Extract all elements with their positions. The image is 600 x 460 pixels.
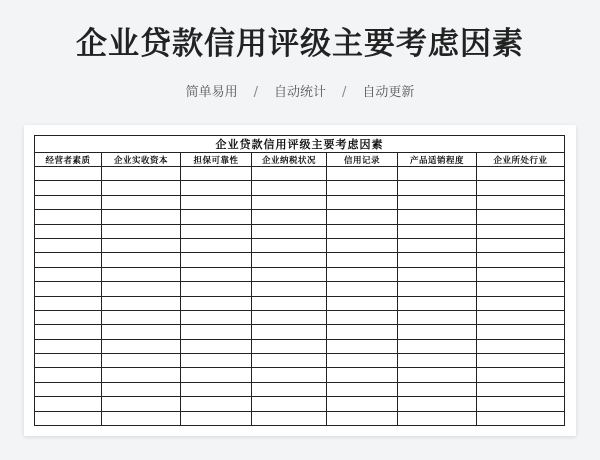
page-title: 企业贷款信用评级主要考虑因素 — [76, 26, 524, 62]
column-header-credit-record: 信用记录 — [327, 153, 398, 167]
spreadsheet-preview — [24, 125, 576, 436]
table-cell[interactable] — [477, 253, 565, 267]
table-cell[interactable] — [252, 296, 327, 310]
table-cell[interactable] — [252, 382, 327, 396]
column-header-operator-quality: 经营者素质 — [35, 153, 102, 167]
table-cell[interactable] — [477, 267, 565, 281]
table-cell[interactable] — [181, 282, 252, 296]
table-row — [35, 368, 565, 382]
table-cell[interactable] — [35, 411, 102, 425]
table-cell[interactable] — [398, 167, 477, 181]
table-cell[interactable] — [327, 253, 398, 267]
feature-tagline — [0, 84, 600, 102]
table-cell[interactable] — [181, 238, 252, 252]
table-cell[interactable] — [477, 224, 565, 238]
table-cell[interactable] — [35, 210, 102, 224]
table-cell[interactable] — [102, 397, 181, 411]
table-cell[interactable] — [181, 325, 252, 339]
table-cell[interactable] — [327, 368, 398, 382]
table-cell[interactable] — [35, 195, 102, 209]
table-cell[interactable] — [398, 238, 477, 252]
table-cell[interactable] — [35, 224, 102, 238]
table-cell[interactable] — [327, 224, 398, 238]
table-cell[interactable] — [327, 397, 398, 411]
table-cell[interactable] — [181, 210, 252, 224]
table-cell[interactable] — [35, 382, 102, 396]
table-cell[interactable] — [102, 325, 181, 339]
table-row — [35, 325, 565, 339]
table-cell[interactable] — [35, 282, 102, 296]
table-cell[interactable] — [35, 296, 102, 310]
table-cell[interactable] — [35, 397, 102, 411]
column-header-industry: 企业所处行业 — [477, 153, 565, 167]
table-row — [35, 411, 565, 425]
table-cell[interactable] — [477, 167, 565, 181]
table-cell[interactable] — [102, 267, 181, 281]
table-cell[interactable] — [181, 181, 252, 195]
table-row — [35, 382, 565, 396]
table-cell[interactable] — [477, 310, 565, 324]
table-cell[interactable] — [181, 382, 252, 396]
table-cell[interactable] — [252, 210, 327, 224]
table-cell[interactable] — [181, 411, 252, 425]
table-cell[interactable] — [252, 339, 327, 353]
tag-auto-statistics: 自动统计 — [273, 85, 326, 100]
table-cell[interactable] — [102, 181, 181, 195]
table-cell[interactable] — [398, 210, 477, 224]
table-cell[interactable] — [102, 296, 181, 310]
table-row — [35, 397, 565, 411]
column-header-guarantee-reliability: 担保可靠性 — [181, 153, 252, 167]
table-row — [35, 195, 565, 209]
table-cell[interactable] — [252, 267, 327, 281]
table-cell[interactable] — [477, 397, 565, 411]
table-cell[interactable] — [35, 267, 102, 281]
table-cell[interactable] — [477, 195, 565, 209]
column-header-tax-status: 企业纳税状况 — [252, 153, 327, 167]
table-row — [35, 310, 565, 324]
table-cell[interactable] — [252, 368, 327, 382]
table-cell[interactable] — [252, 224, 327, 238]
table-cell[interactable] — [181, 253, 252, 267]
table-cell[interactable] — [327, 167, 398, 181]
table-cell[interactable] — [102, 354, 181, 368]
table-cell[interactable] — [102, 238, 181, 252]
table-cell[interactable] — [398, 224, 477, 238]
table-cell[interactable] — [477, 296, 565, 310]
table-cell[interactable] — [181, 354, 252, 368]
table-cell[interactable] — [102, 282, 181, 296]
table-cell[interactable] — [477, 325, 565, 339]
table-row — [35, 181, 565, 195]
table-cell[interactable] — [35, 181, 102, 195]
table-cell[interactable] — [181, 267, 252, 281]
table-cell[interactable] — [477, 339, 565, 353]
table-cell[interactable] — [35, 368, 102, 382]
table-row — [35, 282, 565, 296]
rating-factors-table — [34, 135, 565, 426]
table-cell[interactable] — [181, 296, 252, 310]
table-cell[interactable] — [398, 339, 477, 353]
tag-separator: / — [342, 85, 347, 100]
table-cell[interactable] — [252, 282, 327, 296]
table-cell[interactable] — [102, 210, 181, 224]
table-cell[interactable] — [398, 282, 477, 296]
table-cell[interactable] — [398, 296, 477, 310]
table-cell[interactable] — [398, 325, 477, 339]
table-row — [35, 224, 565, 238]
table-header-row — [35, 153, 565, 167]
table-cell[interactable] — [102, 368, 181, 382]
table-cell[interactable] — [102, 195, 181, 209]
table-cell[interactable] — [327, 339, 398, 353]
table-cell[interactable] — [477, 411, 565, 425]
tag-easy-to-use: 简单易用 — [185, 85, 238, 100]
table-cell[interactable] — [327, 282, 398, 296]
table-row — [35, 267, 565, 281]
table-cell[interactable] — [252, 238, 327, 252]
table-row — [35, 253, 565, 267]
table-cell[interactable] — [252, 397, 327, 411]
column-header-product-marketability: 产品适销程度 — [398, 153, 477, 167]
table-row — [35, 238, 565, 252]
table-cell[interactable] — [102, 339, 181, 353]
table-cell[interactable] — [181, 310, 252, 324]
table-cell[interactable] — [477, 382, 565, 396]
tag-separator: / — [253, 85, 258, 100]
table-cell[interactable] — [102, 167, 181, 181]
table-cell[interactable] — [477, 181, 565, 195]
table-cell[interactable] — [102, 411, 181, 425]
table-cell[interactable] — [252, 253, 327, 267]
table-cell[interactable] — [398, 368, 477, 382]
table-cell[interactable] — [252, 181, 327, 195]
table-cell[interactable] — [181, 195, 252, 209]
table-cell[interactable] — [398, 253, 477, 267]
table-row — [35, 167, 565, 181]
table-cell[interactable] — [327, 296, 398, 310]
table-cell[interactable] — [327, 181, 398, 195]
table-cell[interactable] — [35, 339, 102, 353]
table-body — [35, 167, 565, 426]
table-cell[interactable] — [477, 368, 565, 382]
table-cell[interactable] — [398, 354, 477, 368]
table-cell[interactable] — [327, 325, 398, 339]
table-cell[interactable] — [181, 167, 252, 181]
table-cell[interactable] — [35, 238, 102, 252]
table-cell[interactable] — [327, 354, 398, 368]
table-cell[interactable] — [252, 310, 327, 324]
table-cell[interactable] — [252, 325, 327, 339]
table-title: 企业贷款信用评级主要考虑因素 — [35, 136, 565, 153]
table-cell[interactable] — [102, 310, 181, 324]
table-cell[interactable] — [327, 210, 398, 224]
table-cell[interactable] — [398, 195, 477, 209]
table-cell[interactable] — [327, 411, 398, 425]
table-cell[interactable] — [252, 411, 327, 425]
table-cell[interactable] — [181, 224, 252, 238]
table-cell[interactable] — [398, 310, 477, 324]
tag-auto-update: 自动更新 — [362, 85, 415, 100]
table-cell[interactable] — [35, 354, 102, 368]
table-cell[interactable] — [477, 210, 565, 224]
table-cell[interactable] — [398, 411, 477, 425]
table-cell[interactable] — [398, 382, 477, 396]
table-cell[interactable] — [252, 354, 327, 368]
table-title-row — [35, 136, 565, 153]
table-cell[interactable] — [35, 167, 102, 181]
table-cell[interactable] — [398, 267, 477, 281]
table-cell[interactable] — [102, 382, 181, 396]
table-cell[interactable] — [181, 397, 252, 411]
table-cell[interactable] — [327, 310, 398, 324]
table-cell[interactable] — [327, 238, 398, 252]
table-cell[interactable] — [35, 253, 102, 267]
table-cell[interactable] — [327, 195, 398, 209]
table-cell[interactable] — [477, 354, 565, 368]
table-cell[interactable] — [102, 224, 181, 238]
table-row — [35, 210, 565, 224]
table-cell[interactable] — [398, 397, 477, 411]
table-row — [35, 339, 565, 353]
table-cell[interactable] — [181, 368, 252, 382]
table-cell[interactable] — [477, 282, 565, 296]
table-cell[interactable] — [252, 167, 327, 181]
table-row — [35, 354, 565, 368]
table-cell[interactable] — [181, 339, 252, 353]
table-cell[interactable] — [35, 310, 102, 324]
table-cell[interactable] — [398, 181, 477, 195]
column-header-paid-in-capital: 企业实收资本 — [102, 153, 181, 167]
table-cell[interactable] — [35, 325, 102, 339]
table-cell[interactable] — [477, 238, 565, 252]
table-cell[interactable] — [327, 382, 398, 396]
table-cell[interactable] — [327, 267, 398, 281]
table-cell[interactable] — [102, 253, 181, 267]
table-row — [35, 296, 565, 310]
table-cell[interactable] — [252, 195, 327, 209]
